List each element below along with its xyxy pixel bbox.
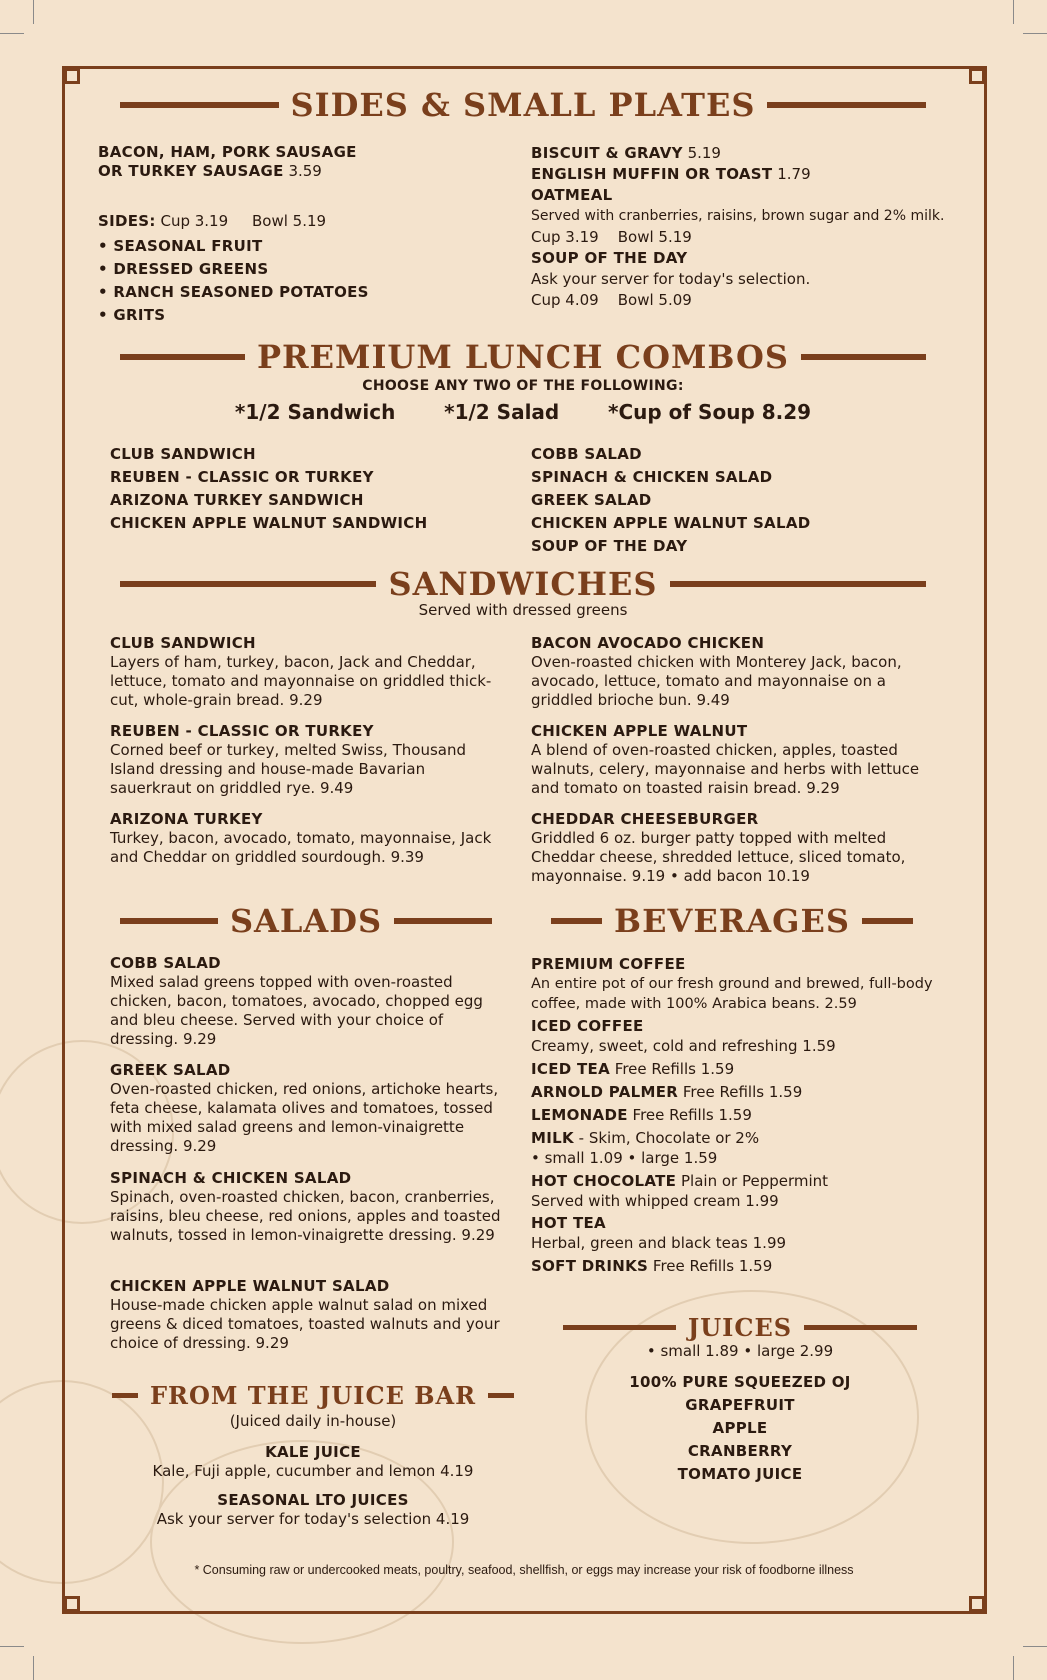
- salad-name: GREEK SALAD: [110, 1061, 231, 1079]
- beverage-name: PREMIUM COFFEE: [531, 955, 686, 973]
- salad-desc: Mixed salad greens topped with oven-roasted chicken, bacon, tomatoes, avocado, chopped egg and bleu cheese. Served with your choice of dressing. 9.29: [110, 973, 483, 1048]
- side-item: • SEASONAL FRUIT: [98, 237, 263, 255]
- beverage-name: ARNOLD PALMER: [531, 1083, 679, 1101]
- biscuit-name: BISCUIT & GRAVY: [531, 144, 683, 162]
- combo-option: *1/2 Salad: [444, 400, 560, 424]
- sandwiches-header: [120, 565, 926, 603]
- beverage-desc: Free Refills 1.59: [614, 1060, 735, 1078]
- juice-item: 100% PURE SQUEEZED OJ: [629, 1373, 851, 1391]
- header-rule: [563, 1325, 676, 1330]
- juice-bar-item-desc: Ask your server for today's selection 4.19: [156, 1510, 470, 1528]
- sides-block: [98, 212, 518, 327]
- meats-line2: OR TURKEY SAUSAGE: [98, 162, 284, 180]
- combo-item: SPINACH & CHICKEN SALAD: [531, 468, 773, 486]
- soup-bowl: Bowl 5.09: [617, 291, 692, 309]
- meats-line1: BACON, HAM, PORK SAUSAGE: [98, 143, 357, 161]
- crop-mark: [1013, 0, 1014, 24]
- header-rule: [488, 1393, 514, 1398]
- juice-item: CRANBERRY: [687, 1442, 793, 1460]
- juice-bar-header: [112, 1381, 514, 1410]
- combo-item: CHICKEN APPLE WALNUT SANDWICH: [110, 514, 428, 532]
- juice-bar-item-desc: Kale, Fuji apple, cucumber and lemon 4.19: [152, 1462, 474, 1480]
- combo-item: REUBEN - CLASSIC OR TURKEY: [110, 468, 374, 486]
- header-rule: [120, 918, 218, 924]
- combo-item: COBB SALAD: [531, 445, 642, 463]
- juices-list: [563, 1371, 917, 1486]
- juice-item: APPLE: [712, 1419, 768, 1437]
- crop-mark: [1013, 1656, 1014, 1680]
- header-rule: [120, 102, 279, 108]
- header-rule: [112, 1393, 138, 1398]
- beverages-title: BEVERAGES: [614, 902, 850, 940]
- combo-right-list: [531, 443, 931, 558]
- combo-item: CLUB SANDWICH: [110, 445, 256, 463]
- salad-item: [110, 1061, 510, 1156]
- combo-item: GREEK SALAD: [531, 491, 652, 509]
- crop-mark: [33, 1656, 34, 1680]
- sides-title: SIDES & SMALL PLATES: [290, 86, 756, 124]
- frame-corner: [969, 1596, 985, 1612]
- side-item: • RANCH SEASONED POTATOES: [98, 283, 369, 301]
- oatmeal-cup: Cup 3.19: [531, 228, 599, 246]
- combo-item: SOUP OF THE DAY: [531, 537, 688, 555]
- soup-cup: Cup 4.09: [531, 291, 599, 309]
- beverage-desc: An entire pot of our fresh ground and brewed, full-body coffee, made with 100% Arabica beans. 2.59: [531, 976, 933, 1012]
- sandwiches-title: SANDWICHES: [388, 565, 658, 603]
- sides-cup: Cup 3.19: [160, 212, 229, 230]
- salad-desc: Oven-roasted chicken, red onions, artichoke hearts, feta cheese, kalamata olives and tomatoes, tossed with mixed salad greens and lemon-vinaigrette dressing. 9.29: [110, 1080, 499, 1155]
- header-rule: [120, 581, 376, 587]
- soup-desc: Ask your server for today's selection.: [531, 270, 811, 288]
- beverage-desc: Free Refills 1.59: [632, 1106, 752, 1124]
- header-rule: [804, 1325, 917, 1330]
- combo-item: CHICKEN APPLE WALNUT SALAD: [531, 514, 811, 532]
- sandwich-desc: Corned beef or turkey, melted Swiss, Thousand Island dressing and house-made Bavarian sauerkraut on griddled rye. 9.49: [110, 741, 466, 797]
- beverage-desc: Free Refills 1.59: [652, 1257, 773, 1275]
- salad-item: [110, 954, 510, 1049]
- meats-price: 3.59: [288, 162, 322, 180]
- combos-subtitle: CHOOSE ANY TWO OF THE FOLLOWING:: [362, 378, 684, 394]
- sandwich-item: [531, 634, 946, 710]
- crop-mark: [1023, 1646, 1047, 1647]
- header-rule: [801, 354, 926, 360]
- sandwich-desc: Turkey, bacon, avocado, tomato, mayonnaise, Jack and Cheddar on griddled sourdough. 9.39: [110, 829, 492, 866]
- header-rule: [120, 354, 245, 360]
- sandwich-name: CLUB SANDWICH: [110, 634, 256, 652]
- oatmeal-desc: Served with cranberries, raisins, brown sugar and 2% milk.: [531, 208, 945, 224]
- juices-header: [563, 1313, 917, 1342]
- crop-mark: [33, 0, 34, 24]
- beverage-name: HOT TEA: [531, 1214, 606, 1232]
- side-item: • DRESSED GREENS: [98, 260, 269, 278]
- beverages-header: [551, 902, 913, 940]
- combo-option: *1/2 Sandwich: [234, 400, 396, 424]
- header-rule: [862, 918, 913, 924]
- juices-sizes: • small 1.89 • large 2.99: [646, 1342, 834, 1360]
- combo-price: 8.29: [761, 400, 812, 424]
- frame-corner: [969, 68, 985, 84]
- crop-mark: [1023, 33, 1047, 34]
- beverage-desc: Served with whipped cream 1.99: [531, 1192, 779, 1210]
- beverage-name: LEMONADE: [531, 1106, 628, 1124]
- salad-name: COBB SALAD: [110, 954, 221, 972]
- sandwich-item: [110, 810, 505, 867]
- muffin-name: ENGLISH MUFFIN OR TOAST: [531, 165, 773, 183]
- juice-bar-item-name: KALE JUICE: [265, 1443, 361, 1461]
- juice-bar-list: [112, 1443, 514, 1529]
- salads-title: SALADS: [229, 902, 383, 940]
- header-rule: [670, 581, 926, 587]
- sides-label: SIDES:: [98, 212, 156, 230]
- beverage-desc: Plain or Peppermint: [681, 1172, 829, 1190]
- sandwich-item: [110, 722, 505, 798]
- salads-header: [120, 902, 492, 940]
- muffin-price: 1.79: [777, 165, 811, 183]
- sandwich-name: BACON AVOCADO CHICKEN: [531, 634, 765, 652]
- juice-bar-item-name: SEASONAL LTO JUICES: [217, 1491, 409, 1509]
- sandwich-desc: Oven-roasted chicken with Monterey Jack, bacon, avocado, lettuce, tomato and mayonnaise on a griddled brioche bun. 9.49: [531, 653, 902, 709]
- combo-option: *Cup of Soup: [608, 400, 755, 424]
- beverage-desc: Free Refills 1.59: [682, 1083, 803, 1101]
- combos-header: [120, 338, 926, 376]
- meats-item: [98, 143, 518, 181]
- beverage-name: ICED TEA: [531, 1060, 610, 1078]
- beverage-name: ICED COFFEE: [531, 1017, 644, 1035]
- header-rule: [767, 102, 926, 108]
- beverage-desc: - Skim, Chocolate or 2%: [578, 1129, 760, 1147]
- beverages-list: [531, 954, 951, 1276]
- milk-sizes: • small 1.09 • large 1.59: [531, 1149, 718, 1167]
- oatmeal-bowl: Bowl 5.19: [617, 228, 692, 246]
- salad-name: SPINACH & CHICKEN SALAD: [110, 1169, 352, 1187]
- frame-corner: [64, 1596, 80, 1612]
- sides-header: [120, 86, 926, 124]
- beverage-desc: Herbal, green and black teas 1.99: [531, 1234, 787, 1252]
- sandwich-desc: A blend of oven-roasted chicken, apples, toasted walnuts, celery, mayonnaise and herbs with lettuce and tomato on toasted raisin bread. 9.29: [531, 741, 920, 797]
- combos-options: [120, 400, 926, 424]
- juice-bar-title: FROM THE JUICE BAR: [149, 1381, 477, 1410]
- soup-name: SOUP OF THE DAY: [531, 249, 688, 267]
- salad-desc: Spinach, oven-roasted chicken, bacon, cranberries, raisins, bleu cheese, red onions, apples and toasted walnuts, tossed in lemon-vinaigrette dressing. 9.29: [110, 1188, 501, 1244]
- combo-left-list: [110, 443, 510, 535]
- frame-corner: [64, 68, 80, 84]
- salad-item: [110, 1277, 510, 1353]
- beverage-name: MILK: [531, 1129, 574, 1147]
- header-rule: [394, 918, 492, 924]
- side-item: • GRITS: [98, 306, 166, 324]
- sides-bowl: Bowl 5.19: [251, 212, 327, 230]
- beverage-desc: Creamy, sweet, cold and refreshing 1.59: [531, 1037, 836, 1055]
- juice-item: GRAPEFRUIT: [685, 1396, 795, 1414]
- footer-disclaimer: * Consuming raw or undercooked meats, poultry, seafood, shellfish, or eggs may increase your risk of foodborne illness: [194, 1563, 854, 1577]
- sandwich-item: [531, 722, 946, 798]
- sandwich-name: CHICKEN APPLE WALNUT: [531, 722, 748, 740]
- sandwich-item: [531, 810, 946, 886]
- salad-desc: House-made chicken apple walnut salad on mixed greens & diced tomatoes, toasted walnuts and your choice of dressing. 9.29: [110, 1296, 500, 1352]
- sides-right: [531, 143, 981, 311]
- combo-item: ARIZONA TURKEY SANDWICH: [110, 491, 364, 509]
- sandwich-item: [110, 634, 505, 710]
- beverage-name: HOT CHOCOLATE: [531, 1172, 677, 1190]
- sandwich-name: ARIZONA TURKEY: [110, 810, 263, 828]
- sandwich-name: CHEDDAR CHEESEBURGER: [531, 810, 759, 828]
- header-rule: [551, 918, 602, 924]
- sandwich-desc: Layers of ham, turkey, bacon, Jack and Cheddar, lettuce, tomato and mayonnaise on griddled thick-cut, whole-grain bread. 9.29: [110, 653, 492, 709]
- crop-mark: [0, 1646, 24, 1647]
- sandwich-name: REUBEN - CLASSIC OR TURKEY: [110, 722, 374, 740]
- juice-item: TOMATO JUICE: [677, 1465, 803, 1483]
- oatmeal-name: OATMEAL: [531, 186, 613, 204]
- biscuit-price: 5.19: [687, 144, 721, 162]
- crop-mark: [0, 33, 24, 34]
- sandwiches-subtitle: Served with dressed greens: [418, 601, 628, 619]
- juices-title: JUICES: [687, 1313, 793, 1342]
- combos-title: PREMIUM LUNCH COMBOS: [256, 338, 790, 376]
- juice-bar-subtitle: (Juiced daily in-house): [229, 1412, 397, 1430]
- salad-name: CHICKEN APPLE WALNUT SALAD: [110, 1277, 390, 1295]
- sandwich-desc: Griddled 6 oz. burger patty topped with melted Cheddar cheese, shredded lettuce, sliced tomato, mayonnaise. 9.19 • add bacon 10.19: [531, 829, 906, 885]
- beverage-name: SOFT DRINKS: [531, 1257, 649, 1275]
- salad-item: [110, 1169, 510, 1245]
